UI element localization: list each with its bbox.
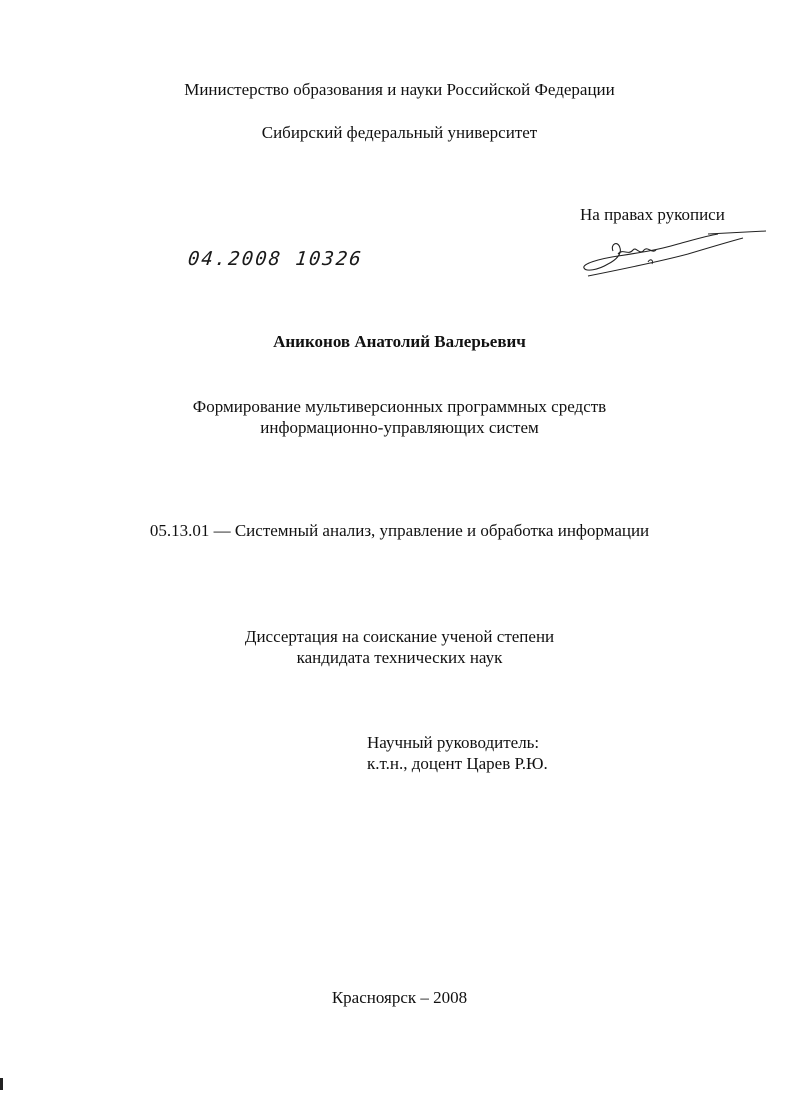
degree-line-2: кандидата технических наук — [296, 648, 503, 667]
specialty-code: 05.13.01 — Системный анализ, управление и обработка информации — [149, 521, 650, 540]
signature-image — [578, 226, 768, 286]
thesis-title-line-1: Формирование мультиверсионных программных средств — [192, 397, 607, 416]
registration-stamp: 04.2008 10326 — [186, 248, 364, 270]
city-year: Красноярск – 2008 — [331, 988, 468, 1007]
supervisor-label: Научный руководитель: — [367, 733, 540, 752]
degree-line-1: Диссертация на соискание ученой степени — [244, 627, 555, 646]
scan-mark — [0, 1078, 3, 1090]
author-name: Аниконов Анатолий Валерьевич — [273, 332, 526, 351]
ministry-name: Министерство образования и науки Российской Федерации — [184, 80, 615, 99]
supervisor-name: к.т.н., доцент Царев Р.Ю. — [367, 754, 548, 773]
university-name: Сибирский федеральный университет — [261, 123, 538, 142]
manuscript-note: На правах рукописи — [580, 205, 725, 224]
thesis-title-line-2: информационно-управляющих систем — [260, 418, 539, 437]
